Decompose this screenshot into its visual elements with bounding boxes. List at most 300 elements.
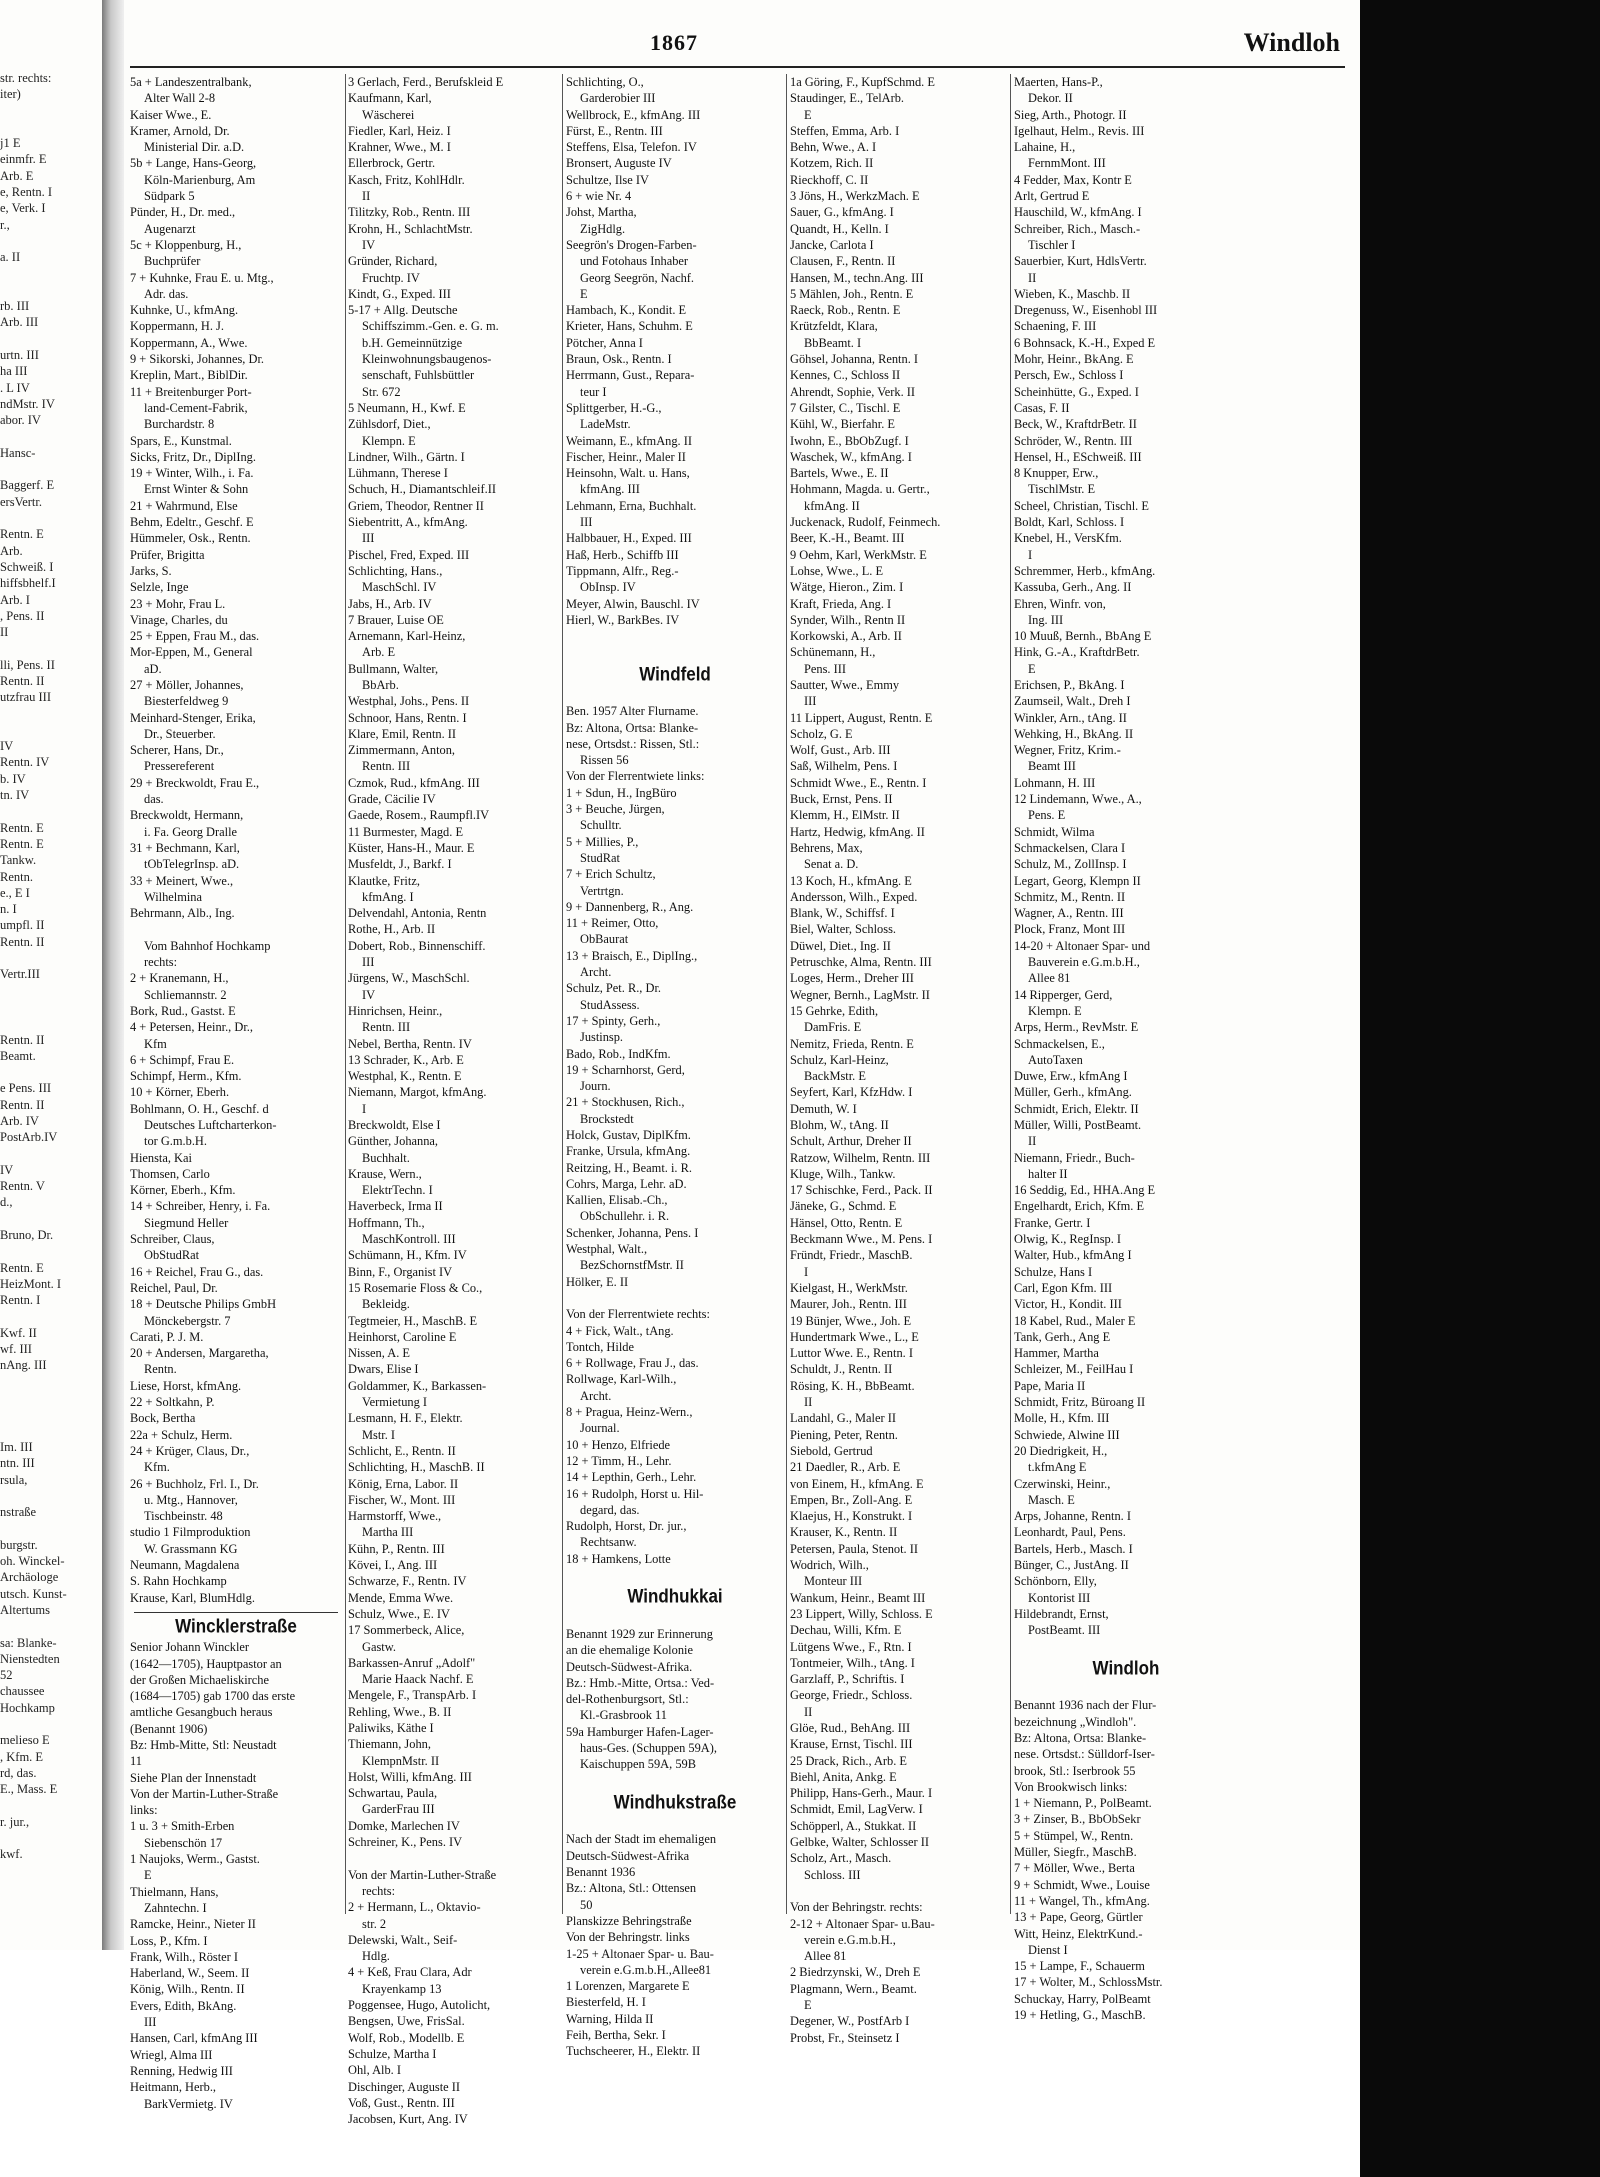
directory-entry: Bekleidg. xyxy=(362,1297,410,1312)
directory-entry: Nienstedten xyxy=(0,1651,60,1666)
directory-entry: Empen, Br., Zoll-Ang. E xyxy=(790,1492,913,1507)
directory-entry: Breckwoldt, Else I xyxy=(348,1118,441,1132)
directory-entry: Czmok, Rud., kfmAng. III xyxy=(348,775,480,790)
directory-entry: Hümmeler, Osk., Rentn. xyxy=(130,531,251,546)
directory-entry: (Benannt 1906) xyxy=(130,1721,208,1736)
directory-entry: Degener, W., PostfArb I xyxy=(790,2014,910,2029)
directory-entry: 6 + Rollwage, Frau J., das. xyxy=(566,1356,699,1371)
directory-entry: 27 + Möller, Johannes, xyxy=(130,677,244,692)
directory-entry: Domke, Marlechen IV xyxy=(348,1818,460,1833)
directory-entry: 7 + Erich Schultz, xyxy=(566,867,656,882)
directory-entry: e Pens. III xyxy=(0,1081,52,1096)
directory-entry: II xyxy=(362,189,371,204)
directory-entry: Georg Seegrön, Nachf. xyxy=(580,270,695,285)
directory-entry: Schmidt, Fritz, Büroang II xyxy=(1014,1395,1146,1410)
directory-entry: 25 + Eppen, Frau M., das. xyxy=(130,629,260,644)
directory-entry: I xyxy=(1028,547,1033,562)
directory-entry: Rentn. I xyxy=(0,1293,41,1308)
directory-entry: Synder, Wilh., Rentn II xyxy=(790,612,906,627)
directory-entry: 17 + Spinty, Gerh., xyxy=(566,1013,661,1028)
directory-entry: Schult, Arthur, Dreher II xyxy=(790,1134,912,1149)
directory-entry: Paliwiks, Käthe I xyxy=(348,1720,434,1735)
directory-entry: Cohrs, Marga, Lehr. aD. xyxy=(566,1176,687,1191)
directory-entry: Thiemann, John, xyxy=(348,1737,431,1752)
spacer xyxy=(566,687,784,703)
scanner-background xyxy=(1360,0,1600,2177)
directory-entry: Bünger, C., JustAng. II xyxy=(1014,1558,1129,1573)
directory-entry: wf. III xyxy=(0,1342,32,1357)
directory-entry: Liese, Horst, kfmAng. xyxy=(130,1378,242,1393)
directory-entry: Müller, Willi, PostBeamt. xyxy=(1014,1118,1142,1132)
directory-entry: Klaejus, H., Konstrukt. I xyxy=(790,1509,913,1524)
directory-entry: Deutsch-Südwest-Afrika. xyxy=(566,1659,693,1674)
directory-entry: melieso E xyxy=(0,1733,50,1748)
directory-entry: Krause, Wern., xyxy=(348,1166,422,1181)
directory-entry: Feih, Bertha, Sekr. I xyxy=(566,2028,666,2043)
directory-entry: Ehren, Winfr. von, xyxy=(1014,596,1106,611)
directory-entry: del-Rothenburgsort, Stl.: xyxy=(566,1692,689,1707)
directory-entry: Clausen, F., Rentn. II xyxy=(790,254,896,269)
directory-entry: Rentn. III xyxy=(362,759,411,774)
directory-entry: Nemitz, Frieda, Rentn. E xyxy=(790,1036,914,1051)
directory-entry: 4 + Fick, Walt., tAng. xyxy=(566,1323,674,1338)
directory-entry: 3 Jöns, H., WerkzMach. E xyxy=(790,189,920,204)
directory-entry: Baggerf. E xyxy=(0,478,55,493)
spacer xyxy=(1014,1681,1238,1697)
directory-entry: 8 + Pragua, Heinz-Wern., xyxy=(566,1405,693,1420)
directory-entry: Kluge, Wilh., Tankw. xyxy=(790,1166,896,1181)
directory-entry: Benannt 1929 zur Erinnerung xyxy=(566,1626,713,1641)
directory-entry: von Einem, H., kfmAng. E xyxy=(790,1476,924,1491)
directory-entry: Schultze, Ilse IV xyxy=(566,172,649,187)
directory-entry: Hartz, Hedwig, kfmAng. II xyxy=(790,824,925,839)
directory-entry: Rollwage, Karl-Wilh., xyxy=(566,1372,677,1387)
directory-entry: Kl.-Grasbrook 11 xyxy=(580,1708,667,1723)
spacer xyxy=(0,1243,100,1259)
directory-entry: Schliemannstr. 2 xyxy=(144,987,227,1002)
directory-entry: Wolf, Gust., Arb. III xyxy=(790,743,891,758)
directory-entry: Brockstedt xyxy=(580,1111,634,1126)
directory-entry: Heitmann, Herb., xyxy=(130,2080,217,2095)
directory-entry: nstraße xyxy=(0,1505,37,1520)
directory-entry: Krahner, Wwe., M. I xyxy=(348,140,451,155)
directory-entry: 1-25 + Altonaer Spar- u. Bau- xyxy=(566,1946,714,1961)
directory-entry: Wriegl, Alma III xyxy=(130,2047,213,2062)
directory-entry: 50 xyxy=(580,1897,593,1912)
directory-entry: Nach der Stadt im ehemaligen xyxy=(566,1832,717,1847)
spacer xyxy=(566,1773,784,1789)
directory-entry: 12 + Timm, H., Lehr. xyxy=(566,1453,672,1468)
directory-entry: Griem, Theodor, Rentner II xyxy=(348,498,484,513)
directory-entry: Rissen 56 xyxy=(580,753,629,768)
directory-entry: 17 + Wolter, M., SchlossMstr. xyxy=(1014,1975,1163,1990)
directory-entry: Blohm, W., tAng. II xyxy=(790,1118,889,1132)
directory-entry: Jarks, S. xyxy=(130,563,172,578)
directory-entry: 11 Lippert, August, Rentn. E xyxy=(790,710,933,725)
directory-entry: Schröder, W., Rentn. III xyxy=(1014,433,1133,448)
directory-entry: Petersen, Paula, Stenot. II xyxy=(790,1541,919,1556)
column-divider xyxy=(562,74,563,1914)
directory-entry: i. Fa. Georg Dralle xyxy=(144,824,238,839)
directory-entry: Kühl, W., Bierfahr. E xyxy=(790,417,895,432)
directory-entry: Pischel, Fred, Exped. III xyxy=(348,547,470,562)
directory-entry: Blank, W., Schiffsf. I xyxy=(790,906,895,921)
directory-entry: IV xyxy=(362,987,376,1002)
directory-entry: Haberland, W., Seem. II xyxy=(130,1966,250,1981)
directory-entry: 15 Rosemarie Floss & Co., xyxy=(348,1280,483,1295)
spacer xyxy=(566,644,784,660)
directory-entry: Fründt, Friedr., MaschB. xyxy=(790,1248,913,1263)
directory-entry: Zahntechn. I xyxy=(144,1900,207,1915)
directory-entry: 15 Gehrke, Edith, xyxy=(790,1003,879,1018)
directory-entry: 16 + Rudolph, Horst u. Hil- xyxy=(566,1486,704,1501)
directory-entry: teur I xyxy=(580,384,607,399)
directory-entry: a. II xyxy=(0,250,21,265)
directory-entry: Lohmann, H. III xyxy=(1014,775,1096,790)
column-divider xyxy=(786,74,787,1914)
directory-entry: Delvendahl, Antonia, Rentn xyxy=(348,906,487,921)
directory-entry: 6 + Schimpf, Frau E. xyxy=(130,1052,235,1067)
directory-entry: Rentn. II xyxy=(0,673,45,688)
directory-entry: Dechau, Willi, Kfm. E xyxy=(790,1623,902,1638)
directory-entry: 18 + Deutsche Philips GmbH xyxy=(130,1297,277,1312)
directory-entry: Hammer, Martha xyxy=(1014,1346,1099,1361)
spacer xyxy=(0,803,100,819)
directory-entry: Buck, Ernst, Pens. II xyxy=(790,792,893,807)
directory-entry: 22 + Soltkahn, P. xyxy=(130,1395,215,1410)
directory-entry: Beer, K.-H., Beamt. III xyxy=(790,531,905,546)
directory-entry: Beamt. xyxy=(0,1048,36,1063)
directory-entry: 10 + Körner, Eberh. xyxy=(130,1085,230,1100)
directory-entry: Pape, Maria II xyxy=(1014,1378,1086,1393)
directory-entry: Arb. E xyxy=(362,645,396,660)
directory-entry: Sieg, Arth., Photogr. II xyxy=(1014,107,1127,122)
directory-entry: Poggensee, Hugo, Autolicht, xyxy=(348,1998,491,2013)
directory-entry: aD. xyxy=(144,661,162,676)
directory-entry: III xyxy=(144,2015,157,2030)
directory-entry: einmfr. E xyxy=(0,152,47,167)
directory-entry: Olwig, K., RegInsp. I xyxy=(1014,1232,1122,1247)
directory-entry: Bronsert, Auguste IV xyxy=(566,156,672,171)
directory-entry: Krause, Karl, BlumHdlg. xyxy=(130,1590,255,1605)
directory-entry: Wieben, K., Maschb. II xyxy=(1014,286,1131,301)
directory-entry: 4 + Petersen, Heinr., Dr., xyxy=(130,1020,253,1035)
spacer xyxy=(0,233,100,249)
directory-entry: kfmAng. II xyxy=(804,498,860,513)
directory-entry: (1642—1705), Hauptpastor an xyxy=(130,1656,282,1671)
directory-entry: Korkowski, A., Arb. II xyxy=(790,629,902,644)
directory-entry: Wäscherei xyxy=(362,107,415,122)
column-5 xyxy=(1014,74,1238,2023)
directory-entry: Tuchscheerer, H., Elektr. II xyxy=(566,2044,701,2059)
header-rule xyxy=(130,66,1345,68)
directory-entry: Walter, Hub., kfmAng I xyxy=(1014,1248,1132,1263)
directory-entry: 20 + Andersen, Margaretha, xyxy=(130,1346,269,1361)
directory-entry: 59a Hamburger Hafen-Lager- xyxy=(566,1724,714,1739)
directory-entry: Bz: Altona, Ortsa: Blanke- xyxy=(1014,1730,1147,1745)
spacer xyxy=(0,1015,100,1031)
directory-entry: e, Rentn. I xyxy=(0,185,53,200)
directory-entry: Schwartau, Paula, xyxy=(348,1786,438,1801)
directory-entry: Schmackelsen, Clara I xyxy=(1014,840,1126,855)
directory-entry: Schreiber, Rich., Masch.- xyxy=(1014,221,1141,236)
directory-entry: Bado, Rob., IndKfm. xyxy=(566,1046,671,1061)
directory-entry: Kraft, Frieda, Ang. I xyxy=(790,596,892,611)
directory-entry: Wodrich, Wilh., xyxy=(790,1558,869,1573)
column-3 xyxy=(566,74,784,2059)
directory-entry: Bz: Altona, Ortsa: Blanke- xyxy=(566,720,699,735)
directory-entry: Bork, Rud., Gastst. E xyxy=(130,1003,236,1018)
directory-entry: 5c + Kloppenburg, H., xyxy=(130,237,242,252)
directory-entry: Ellerbrock, Gertr. xyxy=(348,156,436,171)
directory-entry: Hundertmark Wwe., L., E xyxy=(790,1329,919,1344)
directory-entry: Krauser, K., Rentn. II xyxy=(790,1525,898,1540)
directory-entry: Seyfert, Karl, KfzHdw. I xyxy=(790,1085,913,1100)
directory-entry: sa: Blanke- xyxy=(0,1635,57,1650)
directory-entry: III xyxy=(362,955,375,970)
directory-entry: Ramcke, Heinr., Nieter II xyxy=(130,1917,256,1932)
directory-entry: Allee 81 xyxy=(1028,971,1071,986)
directory-entry: und Fotohaus Inhaber xyxy=(580,254,689,269)
directory-entry: 2-12 + Altonaer Spar- u.Bau- xyxy=(790,1916,935,1931)
directory-entry: Spars, E., Kunstmal. xyxy=(130,433,232,448)
directory-entry: Arb. III xyxy=(0,315,39,330)
directory-entry: 5 + Millies, P., xyxy=(566,834,639,849)
directory-entry: 4 + Keß, Frau Clara, Adr xyxy=(348,1965,472,1980)
section-title: Wincklerstraße xyxy=(175,1615,297,1638)
directory-entry: 11 Burmester, Magd. E xyxy=(348,824,464,839)
directory-entry: Altertums xyxy=(0,1602,50,1617)
directory-entry: Schwiede, Alwine III xyxy=(1014,1427,1120,1442)
directory-entry: ntn. III xyxy=(0,1456,35,1471)
directory-entry: Hansen, M., techn.Ang. III xyxy=(790,270,924,285)
spacer xyxy=(0,640,100,656)
directory-entry: Witt, Heinz, ElektrKund.- xyxy=(1014,1926,1143,1941)
directory-entry: Schleizer, M., FeilHau I xyxy=(1014,1362,1134,1377)
directory-entry: 21 + Wahrmund, Else xyxy=(130,498,238,513)
directory-entry: Lehmann, Erna, Buchhalt. xyxy=(566,498,697,513)
directory-entry: Schmackelsen, E., xyxy=(1014,1036,1105,1051)
directory-entry: Seegrön's Drogen-Farben- xyxy=(566,237,697,252)
directory-entry: Zühlsdorf, Diet., xyxy=(348,417,431,432)
directory-entry: Voß, Gust., Rentn. III xyxy=(348,2095,455,2110)
directory-entry: Hansen, Carl, kfmAng III xyxy=(130,2031,258,2046)
directory-entry: t.kfmAng E xyxy=(1028,1460,1087,1475)
directory-entry: Rudolph, Horst, Dr. jur., xyxy=(566,1519,687,1534)
directory-entry: Scheinhütte, G., Exped. I xyxy=(1014,384,1139,399)
directory-entry: Thielmann, Hans, xyxy=(130,1884,219,1899)
directory-entry: Kreplin, Mart., BiblDir. xyxy=(130,368,248,383)
spacer xyxy=(130,921,342,937)
directory-entry: Selzle, Inge xyxy=(130,580,189,595)
spacer xyxy=(0,1406,100,1422)
directory-entry: rd, das. xyxy=(0,1765,37,1780)
directory-entry: Sauerbier, Kurt, HdlsVertr. xyxy=(1014,254,1147,269)
directory-entry: Schümann, H., Kfm. IV xyxy=(348,1248,467,1263)
directory-entry: abor. IV xyxy=(0,413,41,428)
directory-entry: Krayenkamp 13 xyxy=(362,1981,442,1996)
directory-entry: Arb. xyxy=(0,543,23,558)
directory-entry: 19 + Winter, Wilh., i. Fa. xyxy=(130,466,254,481)
directory-entry: ZigHdlg. xyxy=(580,221,626,236)
directory-entry: Tontch, Hilde xyxy=(566,1339,634,1354)
directory-entry: utzfrau III xyxy=(0,690,52,705)
directory-entry: Juckenack, Rudolf, Feinmech. xyxy=(790,515,941,530)
directory-entry: Koppermann, A., Wwe. xyxy=(130,335,248,350)
directory-entry: 2 + Hermann, L., Oktavio- xyxy=(348,1900,481,1915)
directory-entry: 1 Lorenzen, Margarete E xyxy=(566,1979,690,1994)
directory-entry: BackMstr. E xyxy=(804,1069,866,1084)
directory-entry: Siegmund Heller xyxy=(144,1215,229,1230)
directory-entry: Kramer, Arnold, Dr. xyxy=(130,123,230,138)
directory-entry: 9 + Sikorski, Johannes, Dr. xyxy=(130,352,264,367)
directory-entry: Bengsen, Uwe, FrisSal. xyxy=(348,2014,465,2029)
directory-entry: Im. III xyxy=(0,1439,33,1454)
directory-entry: an die ehemalige Kolonie xyxy=(566,1643,693,1658)
directory-entry: ObStudRat xyxy=(144,1248,200,1263)
directory-entry: Meinhard-Stenger, Erika, xyxy=(130,710,256,725)
directory-entry: Andersson, Wilh., Exped. xyxy=(790,889,918,904)
directory-entry: Garzlaff, P., Schriftis. I xyxy=(790,1672,905,1687)
directory-entry: Von der Behringstr. links xyxy=(566,1930,690,1945)
directory-entry: Schuckay, Harry, PolBeamt xyxy=(1014,1991,1151,2006)
directory-entry: Benannt 1936 xyxy=(566,1865,636,1880)
directory-entry: Behrens, Max, xyxy=(790,840,863,855)
directory-entry: Körner, Eberh., Kfm. xyxy=(130,1183,236,1198)
directory-entry: Petruschke, Alma, Rentn. III xyxy=(790,955,932,970)
directory-entry: Lühmann, Therese I xyxy=(348,466,448,481)
directory-entry: 13 + Pape, Georg, Gürtler xyxy=(1014,1910,1143,1925)
directory-entry: Fiedler, Karl, Heiz. I xyxy=(348,123,451,138)
section-rule xyxy=(134,1612,338,1613)
directory-entry: Binn, F., Organist IV xyxy=(348,1264,453,1279)
directory-entry: , Kfm. E xyxy=(0,1749,44,1764)
page-number: 1867 xyxy=(650,30,698,55)
directory-entry: Kontorist III xyxy=(1028,1590,1091,1605)
directory-entry: Westphal, Johs., Pens. II xyxy=(348,694,470,709)
directory-entry: Klare, Emil, Rentn. II xyxy=(348,726,457,741)
directory-entry: Pressereferent xyxy=(144,759,215,774)
directory-entry: tor G.m.b.H. xyxy=(144,1134,207,1149)
directory-entry: land-Cement-Fabrik, xyxy=(144,400,248,415)
directory-entry: Schlicht, E., Rentn. II xyxy=(348,1443,456,1458)
directory-entry: HeizMont. I xyxy=(0,1276,62,1291)
directory-entry: Rentn. V xyxy=(0,1179,45,1194)
directory-entry: r. jur., xyxy=(0,1814,30,1829)
directory-entry: Schaening, F. III xyxy=(1014,319,1097,334)
directory-entry: Czerwinski, Heinr., xyxy=(1014,1476,1111,1491)
directory-entry: 17 Schischke, Ferd., Pack. II xyxy=(790,1183,933,1198)
directory-entry: Tischbeinstr. 48 xyxy=(144,1509,223,1524)
directory-entry: Rösing, K. H., BbBeamt. xyxy=(790,1378,915,1393)
directory-entry: Westphal, K., Rentn. E xyxy=(348,1069,462,1084)
directory-entry: Rentn. xyxy=(144,1362,177,1377)
directory-entry: (1684—1705) gab 1700 das erste xyxy=(130,1689,296,1704)
directory-entry: ndMstr. IV xyxy=(0,396,55,411)
spacer xyxy=(0,1830,100,1846)
column-2 xyxy=(348,74,558,2127)
directory-entry: Delewski, Walt., Seif- xyxy=(348,1932,458,1947)
directory-entry: 6 + wie Nr. 4 xyxy=(566,189,632,204)
directory-entry: Senat a. D. xyxy=(804,857,859,872)
directory-entry: Plock, Franz, Mont III xyxy=(1014,922,1126,937)
directory-entry: Dischinger, Auguste II xyxy=(348,2079,461,2094)
directory-entry: Behn, Wwe., A. I xyxy=(790,140,877,155)
directory-entry: Reitzing, H., Beamt. i. R. xyxy=(566,1160,692,1175)
directory-entry: I xyxy=(362,1101,367,1116)
directory-entry: Dr., Steuerber. xyxy=(144,726,216,741)
directory-entry: 1 + Sdun, H., IngBüro xyxy=(566,785,677,800)
directory-entry: Goldammer, K., Barkassen- xyxy=(348,1378,487,1393)
directory-entry: Biel, Walter, Schloss. xyxy=(790,922,896,937)
directory-entry: Siehe Plan der Innenstadt xyxy=(130,1770,257,1785)
spacer xyxy=(0,722,100,738)
directory-entry: b.H. Gemeinnützige xyxy=(362,335,463,350)
directory-entry: Breckwoldt, Hermann, xyxy=(130,808,244,823)
directory-entry: Klempn. E xyxy=(362,433,416,448)
directory-entry: Arb. IV xyxy=(0,1114,39,1128)
directory-entry: Wehking, H., BkAng. II xyxy=(1014,726,1134,741)
directory-entry: AutoTaxen xyxy=(1028,1052,1083,1067)
directory-entry: Frank, Wilh., Röster I xyxy=(130,1949,239,1964)
directory-entry: Luttor Wwe. E., Rentn. I xyxy=(790,1346,913,1361)
directory-entry: Dregenuss, W., Eisenhobl III xyxy=(1014,303,1158,318)
directory-entry: Masch. E xyxy=(1028,1492,1075,1507)
directory-entry: Ministerial Dir. a.D. xyxy=(144,140,245,155)
directory-entry: Renning, Hedwig III xyxy=(130,2063,233,2078)
directory-entry: MaschKontroll. III xyxy=(362,1232,456,1247)
book-gutter xyxy=(102,0,124,1950)
directory-entry: BarkVermietg. IV xyxy=(144,2096,233,2111)
directory-entry: Waschek, W., kfmAng. I xyxy=(790,449,912,464)
directory-entry: Carl, Egon Kfm. III xyxy=(1014,1280,1113,1295)
directory-entry: Kühn, P., Rentn. III xyxy=(348,1541,445,1556)
spacer xyxy=(0,999,100,1015)
directory-entry: 5 Neumann, H., Kwf. E xyxy=(348,400,466,415)
directory-entry: Kotzem, Rich. II xyxy=(790,156,874,171)
directory-entry: 11 + Breitenburger Port- xyxy=(130,384,252,399)
directory-entry: Küster, Hans-H., Maur. E xyxy=(348,840,475,855)
directory-entry: str. 2 xyxy=(362,1916,387,1931)
directory-entry: Holst, Willi, kfmAng. III xyxy=(348,1769,472,1784)
directory-entry: Dobert, Rob., Binnenschiff. xyxy=(348,938,486,953)
directory-entry: Knebel, H., VersKfm. xyxy=(1014,531,1122,546)
directory-entry: Rechtsanw. xyxy=(580,1535,637,1550)
directory-entry: 16 + Reichel, Frau G., das. xyxy=(130,1264,264,1279)
directory-entry: Herrmann, Gust., Repara- xyxy=(566,368,695,383)
directory-entry: Tegtmeier, H., MaschB. E xyxy=(348,1313,478,1328)
directory-entry: Wegner, Bernh., LagMstr. II xyxy=(790,987,930,1002)
directory-entry: II xyxy=(1028,270,1037,285)
directory-entry: Schmitz, M., Rentn. II xyxy=(1014,889,1126,904)
directory-entry: Kielgast, H., WerkMstr. xyxy=(790,1280,908,1295)
directory-entry: Schloss. III xyxy=(804,1867,861,1882)
directory-entry: Saß, Wilhelm, Pens. I xyxy=(790,759,898,774)
directory-entry: 9 + Schmidt, Wwe., Louise xyxy=(1014,1877,1150,1892)
directory-entry: Krause, Ernst, Tischl. III xyxy=(790,1737,913,1752)
directory-entry: Steffens, Elsa, Telefon. IV xyxy=(566,140,697,155)
directory-entry: Ohl, Alb. I xyxy=(348,2063,402,2078)
directory-entry: E xyxy=(804,107,812,122)
directory-entry: Schünemann, H., xyxy=(790,645,876,660)
directory-entry: hiffsbhelf.I xyxy=(0,576,56,591)
directory-entry: Gastw. xyxy=(362,1639,396,1654)
directory-entry: Raeck, Rob., Rentn. E xyxy=(790,303,901,318)
directory-entry: Hölker, E. II xyxy=(566,1274,629,1289)
directory-entry: Hiensta, Kai xyxy=(130,1150,192,1165)
directory-entry: III xyxy=(580,515,593,530)
directory-entry: Göhsel, Johanna, Rentn. I xyxy=(790,352,919,367)
